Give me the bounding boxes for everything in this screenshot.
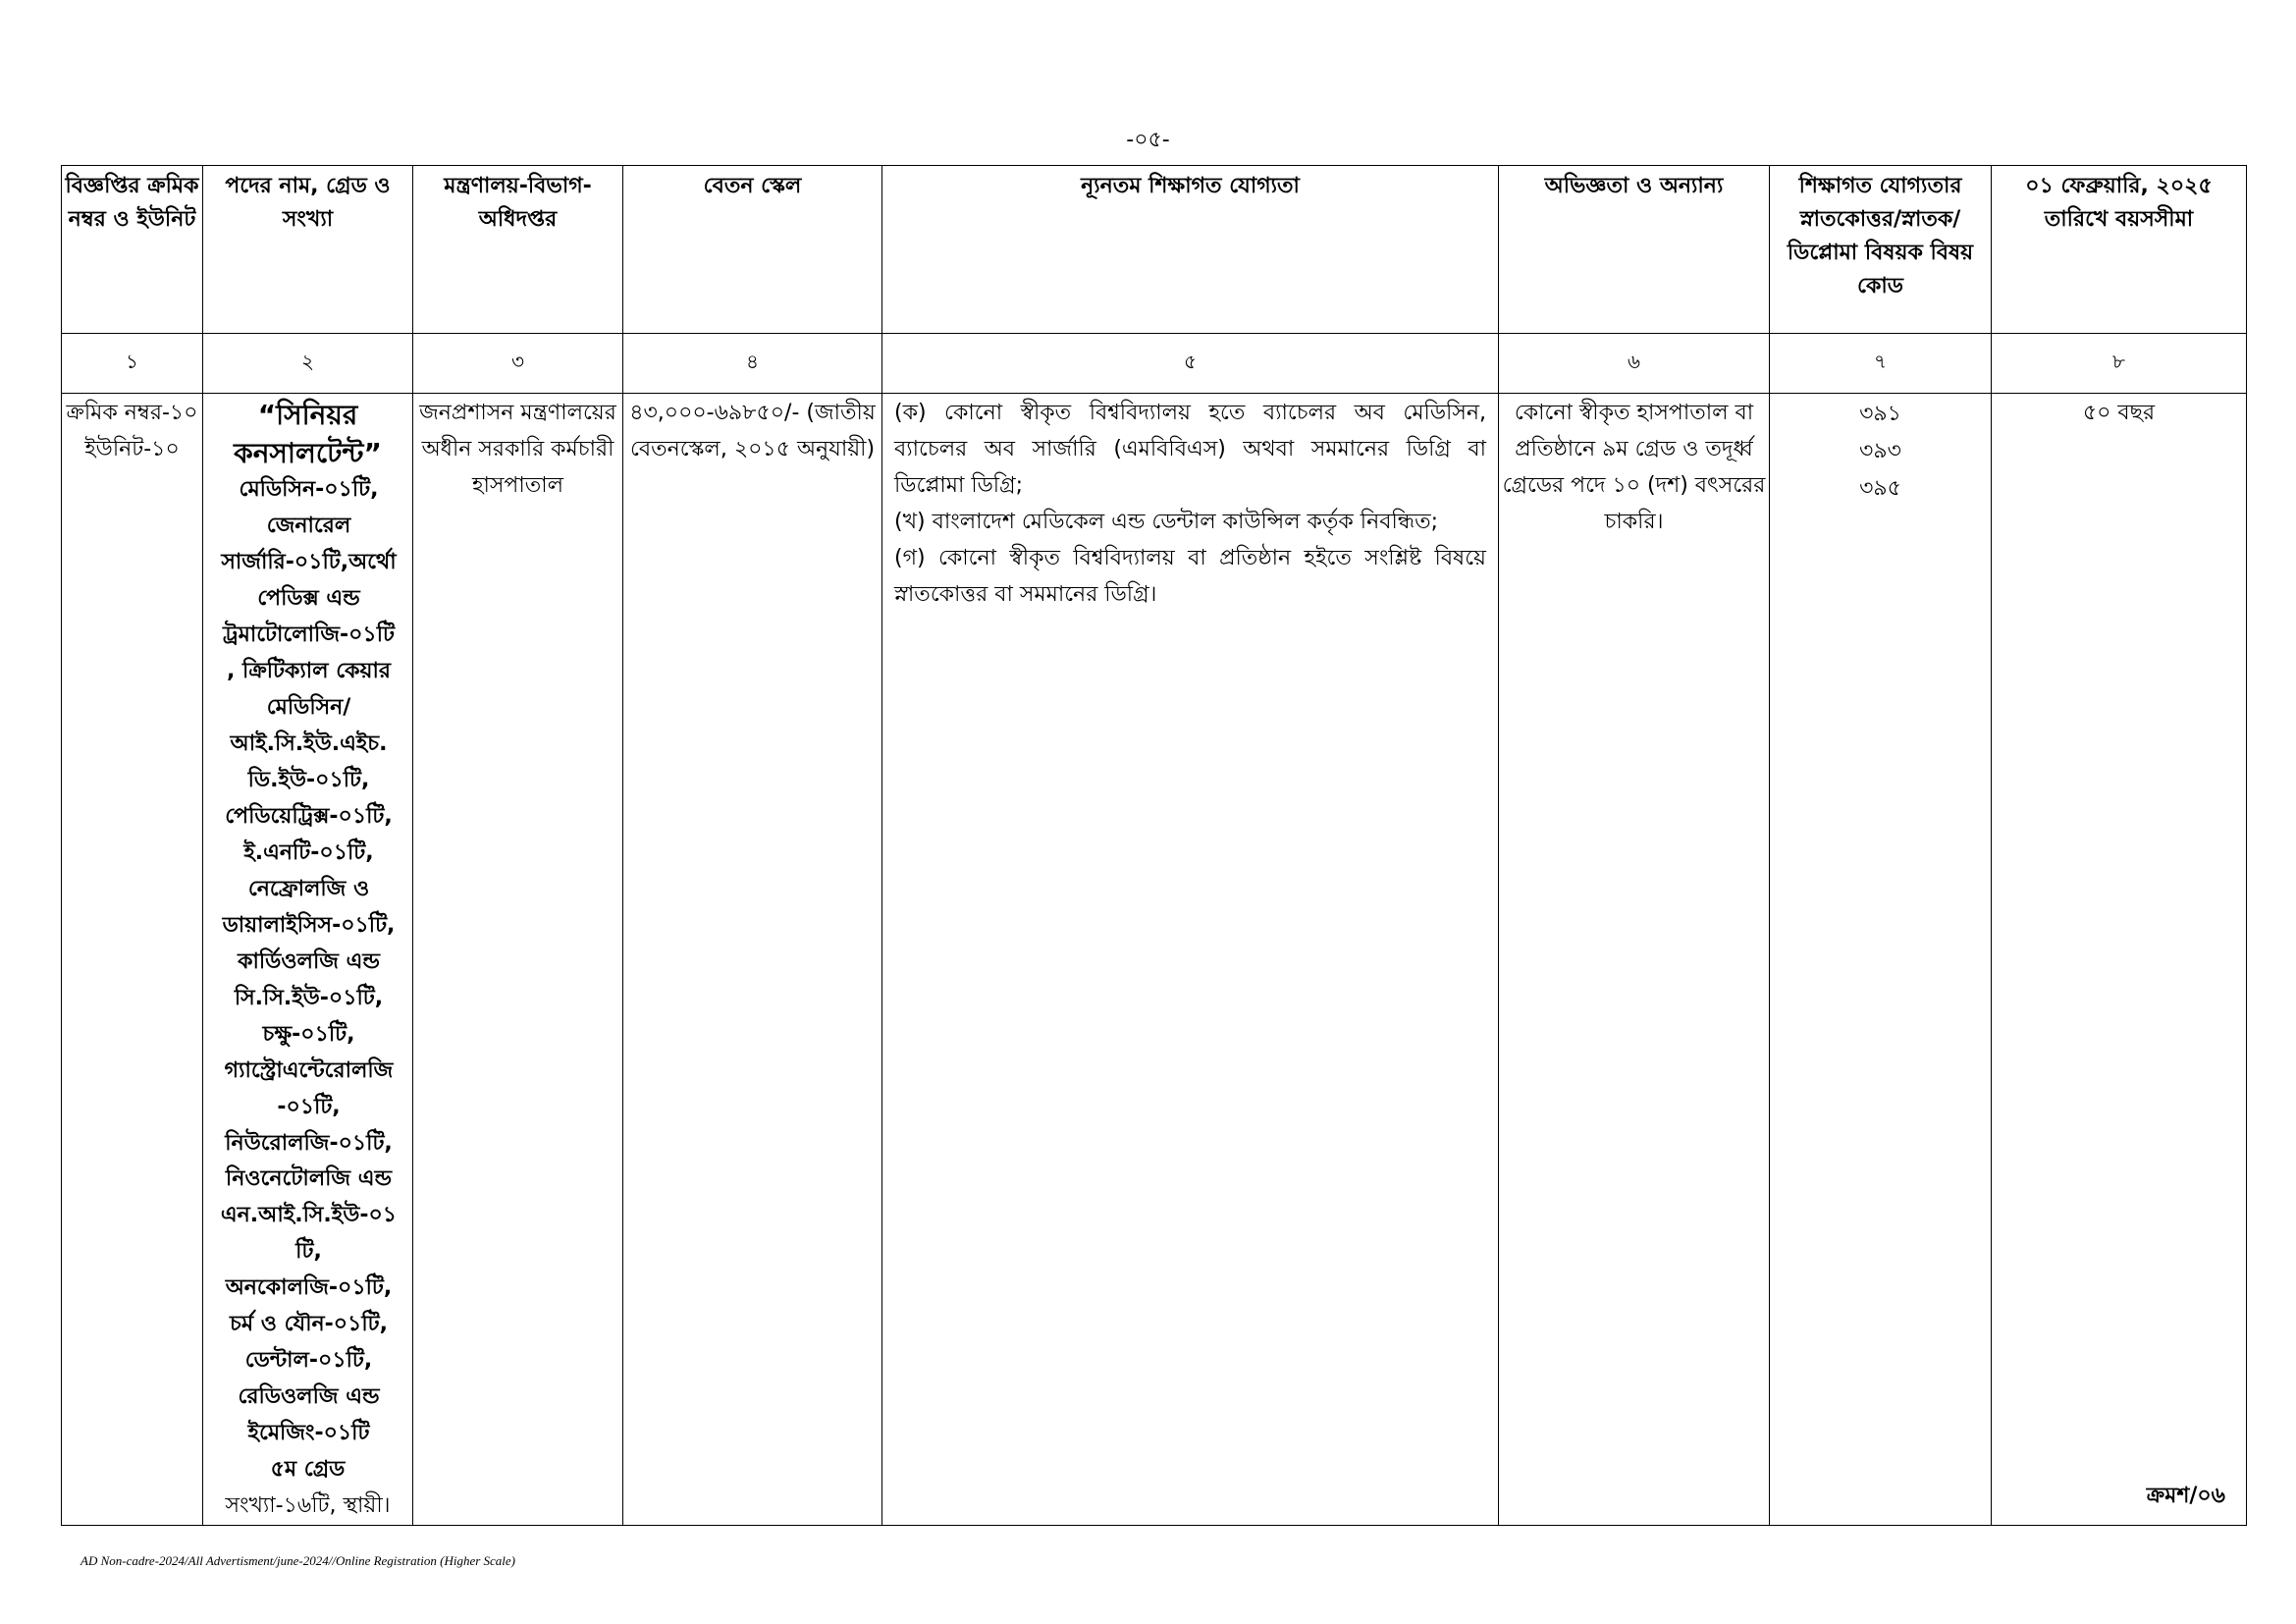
subject-code: ৩৯৫ [1859,475,1901,501]
post-cell [203,394,413,1526]
post-count: সংখ্যা-১৬টি, স্থায়ী। [225,1493,391,1519]
column-number: ৮ [1992,334,2247,394]
age-limit-cell [1992,394,2247,1526]
header-ministry: মন্ত্রণালয়-বিভাগ-অধিদপ্তর [413,166,623,334]
post-title: “সিনিয়র কনসালটেন্ট” [234,399,382,470]
column-number: ৪ [623,334,882,394]
qualification-item: (খ) বাংলাদেশ মেডিকেল এন্ড ডেন্টাল কাউন্সিল কর্তৃক নিবন্ধিত; [894,509,1439,534]
page-number: -০৫- [1126,128,1170,152]
serial-unit-cell [62,394,203,1526]
column-number: ৭ [1770,334,1992,394]
post-grade: ৫ম গ্রেড [270,1457,346,1483]
subject-code: ৩৯৩ [1859,438,1901,463]
column-number: ১ [62,334,203,394]
qualification-item: (গ) কোনো স্বীকৃত বিশ্ববিদ্যালয় বা প্রতিষ্ঠান হইতে সংশ্লিষ্ট বিষয়ে স্নাতকোত্তর বা সমমানের ডিগ্রি। [894,545,1486,607]
subject-code: ৩৯১ [1859,402,1901,426]
column-number: ২ [203,334,413,394]
ministry-cell [413,394,623,1526]
header-serial-unit: বিজ্ঞপ্তির ক্রমিক নম্বর ও ইউনিট [62,166,203,334]
header-row [62,166,2247,334]
header-qualification: ন্যূনতম শিক্ষাগত যোগ্যতা [882,166,1499,334]
column-number: ৩ [413,334,623,394]
column-number-row [62,334,2247,394]
table-row [62,394,2247,1526]
header-subject-code: শিক্ষাগত যোগ্যতার স্নাতকোত্তর/স্নাতক/ ডিপ্লোমা বিষয়ক বিষয় কোড [1770,166,1992,334]
pay-scale-cell [623,394,882,1526]
header-experience: অভিজ্ঞতা ও অন্যান্য [1499,166,1770,334]
experience-cell [1499,394,1770,1526]
continued-label: ক্রমশ/০৬ [2146,1484,2225,1508]
qualification-cell [882,394,1499,1526]
recruitment-table [61,165,2247,1526]
header-age-limit: ০১ ফেব্রুয়ারি, ২০২৫ তারিখে বয়সসীমা [1992,166,2247,334]
column-number: ৫ [882,334,1499,394]
column-number: ৬ [1499,334,1770,394]
footer-reference: AD Non-cadre-2024/All Advertisment/june-2024//Online Registration (Higher Scale) [80,1553,516,1568]
experience-text: কোনো স্বীকৃত হাসপাতাল বা প্রতিষ্ঠানে ৯ম গ্রেড ও তদূর্ধ্ব গ্রেডের পদে ১০ (দশ) বৎসরের চাকরি। [1502,401,1766,534]
post-list: মেডিসিন-০১টি, জেনারেল সার্জারি-০১টি,অর্থোপেডিক্স এন্ড ট্রমাটোলোজি-০১টি, ক্রিটিক্যাল কেয়ার মেডিসিন/ আই.সি.ইউ.এইচ. ডি.ইউ-০১টি, পেডিয়েট্রিক্স-০১টি, ই.এনটি-০১টি, নেফ্রোলজি ও ডায়ালাইসিস-০১টি, কার্ডিওলজি এন্ড সি.সি.ইউ-০১টি, চক্ষু-০১টি, গ্যাস্ট্রোএন্টেরোলজি -০১টি, নিউরোলজি-০১টি, নিওনেটোলজি এন্ড এন.আই.সি.ইউ-০১টি, অনকোলজি-০১টি, চর্ম ও যৌন-০১টি, ডেন্টাল-০১টি, রেডিওলজি এন্ড ইমেজিং-০১টি [220,477,398,1446]
header-pay-scale: বেতন স্কেল [623,166,882,334]
serial-unit-text: ক্রমিক নম্বর-১০ ইউনিট-১০ [66,401,198,461]
header-post-name: পদের নাম, গ্রেড ও সংখ্যা [203,166,413,334]
qualification-item: (ক) কোনো স্বীকৃত বিশ্ববিদ্যালয় হতে ব্যাচেলর অব মেডিসিন, ব্যাচেলর অব সার্জারি (এমবিবিএস) অথবা সমমানের ডিগ্রি বা ডিপ্লোমা ডিগ্রি; [894,401,1486,498]
subject-code-cell [1770,394,1992,1526]
age-limit-text: ৫০ বছর [2082,401,2156,425]
ministry-text: জনপ্রশাসন মন্ত্রণালয়ের অধীন সরকারি কর্মচারী হাসপাতাল [419,401,616,498]
pay-scale-text: ৪৩,০০০-৬৯৮৫০/- (জাতীয় বেতনস্কেল, ২০১৫ অনুযায়ী) [629,401,876,461]
